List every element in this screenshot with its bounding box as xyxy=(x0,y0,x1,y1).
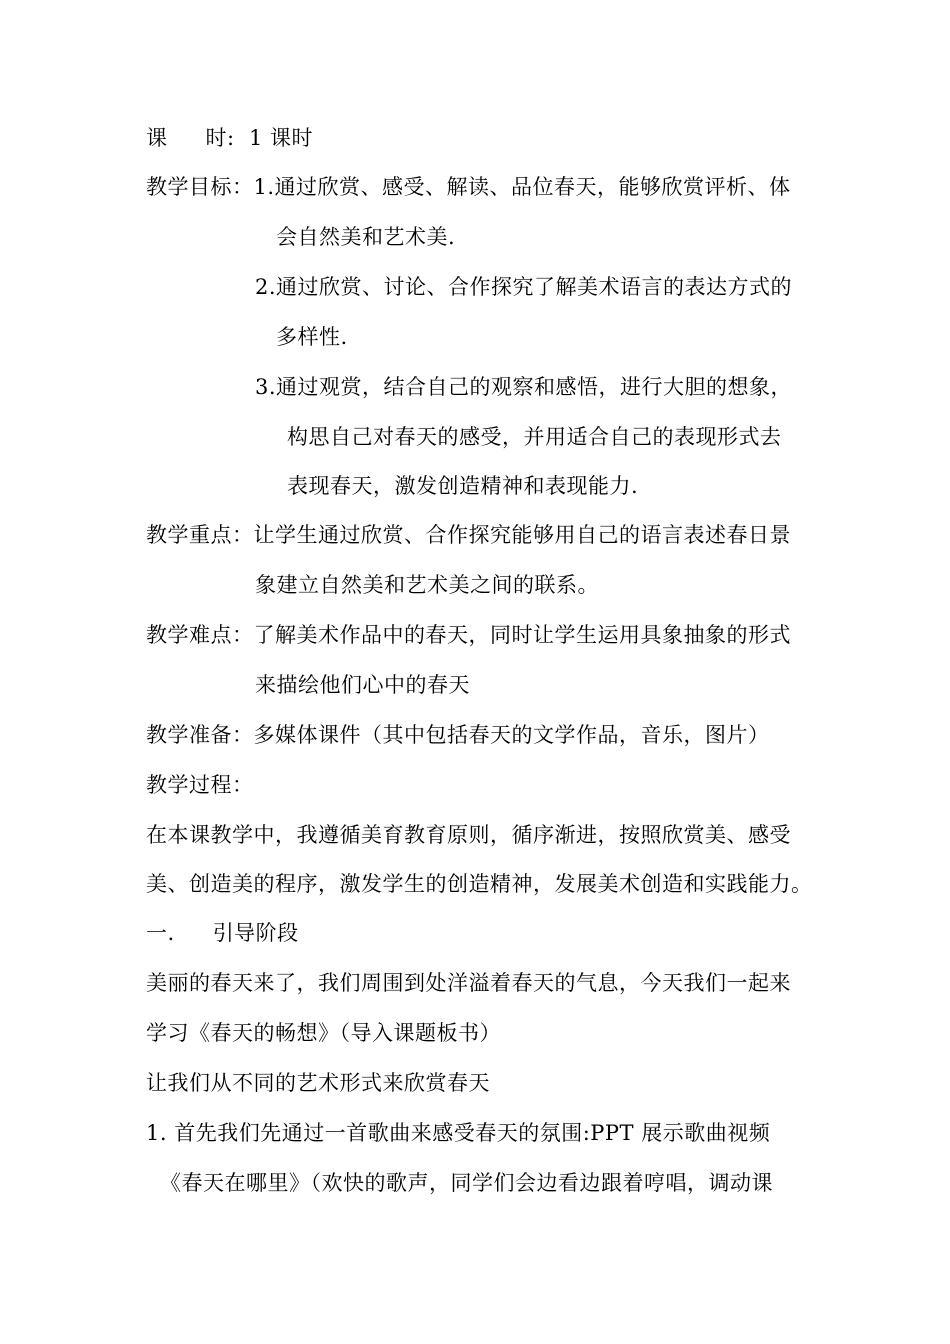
key-points-label: 教学重点： xyxy=(146,523,254,547)
objective-3-text: 3.通过观赏，结合自己的观察和感悟，进行大胆的想象， xyxy=(255,375,793,399)
process-label: 教学过程： xyxy=(146,773,254,797)
objective-2-continuation: 多样性. xyxy=(276,325,348,349)
preparation-text: 多媒体课件（其中包括春天的文学作品，音乐，图片） xyxy=(253,723,770,747)
step-1-line-1: 1. 首先我们先通过一首歌曲来感受春天的氛围:PPT 展示歌曲视频 xyxy=(146,1121,771,1145)
preparation-label: 教学准备： xyxy=(146,723,254,747)
period-label-b: 时: xyxy=(205,126,235,150)
paragraph-2: 让我们从不同的艺术形式来欣赏春天 xyxy=(146,1071,490,1095)
period-value: 1 课时 xyxy=(248,126,313,150)
preparation-line xyxy=(146,722,770,748)
key-points-text: 让学生通过欣赏、合作探究能够用自己的语言表述春日景 xyxy=(253,523,791,547)
difficulties-continuation: 来描绘他们心中的春天 xyxy=(255,673,470,697)
section-1-title: 引导阶段 xyxy=(212,921,299,945)
difficulties-text: 了解美术作品中的春天，同时让学生运用具象抽象的形式 xyxy=(253,623,791,647)
paragraph-1-line-1: 美丽的春天来了，我们周围到处洋溢着春天的气息，今天我们一起来 xyxy=(146,971,791,995)
period-label-a: 课 xyxy=(146,126,168,150)
difficulties-line-1 xyxy=(146,622,791,648)
objective-2-text: 2.通过欣赏、讨论、合作探究了解美术语言的表达方式的 xyxy=(255,275,793,299)
objective-1-continuation: 会自然美和艺术美. xyxy=(276,225,456,249)
period-line xyxy=(146,125,313,151)
difficulties-label: 教学难点： xyxy=(146,623,254,647)
paragraph-1-line-2: 学习《春天的畅想》（导入课题板书） xyxy=(146,1021,501,1045)
objective-3-continuation-2: 表现春天，激发创造精神和表现能力. xyxy=(287,474,639,498)
step-1-line-2: 《春天在哪里》（欢快的歌声，同学们会边看边跟着哼唱，调动课 xyxy=(160,1171,773,1195)
objective-3-continuation-1: 构思自己对春天的感受，并用适合自己的表现形式去 xyxy=(287,425,782,449)
key-points-line-1 xyxy=(146,522,791,548)
section-1-heading xyxy=(146,920,299,946)
objectives-label: 教学目标： xyxy=(146,175,254,199)
objectives-line-1 xyxy=(146,174,791,200)
key-points-continuation: 象建立自然美和艺术美之间的联系。 xyxy=(255,573,599,597)
objective-1-text: 1.通过欣赏、感受、解读、品位春天，能够欣赏评析、体 xyxy=(253,175,791,199)
process-intro-line-1: 在本课教学中，我遵循美育教育原则，循序渐进，按照欣赏美、感受 xyxy=(146,823,791,847)
section-1-number: 一. xyxy=(146,921,175,945)
process-intro-line-2: 美、创造美的程序，激发学生的创造精神，发展美术创造和实践能力。 xyxy=(146,872,813,896)
